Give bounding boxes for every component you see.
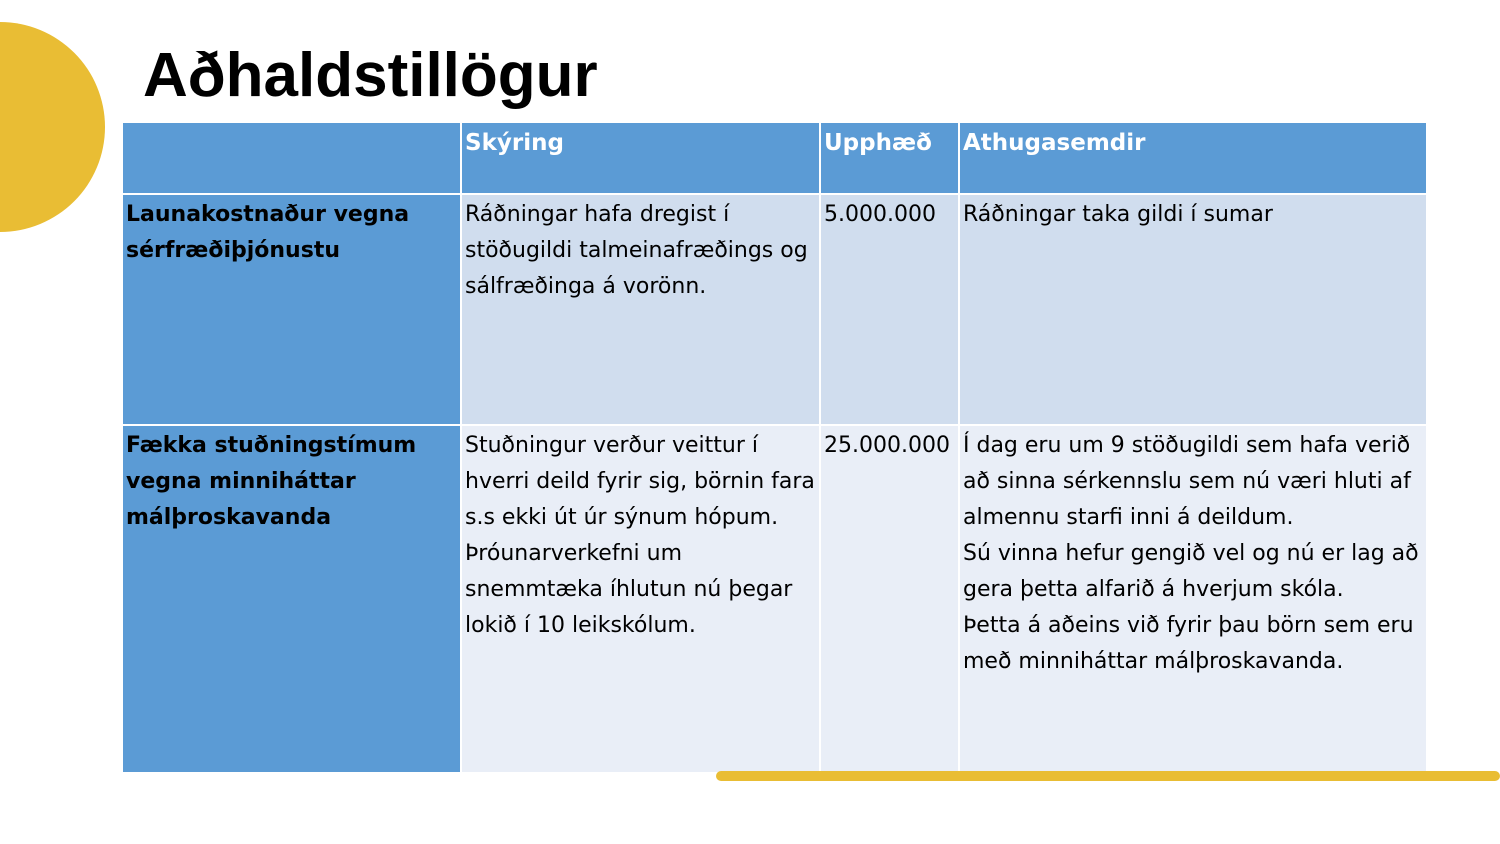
cell-athugasemdir — [959, 425, 1427, 773]
cell-text: Ráðningar hafa dregist í stöðugildi talmeinafræðings og sálfræðinga á vorönn. — [465, 202, 808, 299]
cell-skyring — [461, 194, 820, 425]
cell-text: Þróunarverkefni um snemmtæka íhlutun nú þegar lokið í 10 leikskólum. — [465, 541, 793, 638]
header-cell-upphaed: Upphæð — [820, 122, 959, 194]
table-header-row — [122, 122, 1427, 194]
row-label: Launakostnaður vegna sérfræðiþjónustu — [122, 194, 461, 425]
row-label: Fækka stuðningstímum vegna minniháttar málþroskavanda — [122, 425, 461, 773]
budget-table — [121, 121, 1428, 774]
cell-athugasemdir — [959, 194, 1427, 425]
accent-line — [716, 771, 1500, 781]
cell-text: Þetta á aðeins við fyrir þau börn sem eru með minniháttar málþroskavanda. — [963, 613, 1414, 674]
header-cell-empty — [122, 122, 461, 194]
cell-skyring — [461, 425, 820, 773]
header-cell-skyring: Skýring — [461, 122, 820, 194]
cell-text: Stuðningur verður veittur í hverri deild fyrir sig, börnin fara s.s ekki út úr sýnum hópum. — [465, 433, 815, 530]
cell-text: Sú vinna hefur gengið vel og nú er lag að gera þetta alfarið á hverjum skóla. — [963, 541, 1419, 602]
cell-upphaed: 5.000.000 — [820, 194, 959, 425]
header-cell-athugasemdir: Athugasemdir — [959, 122, 1427, 194]
cell-upphaed: 25.000.000 — [820, 425, 959, 773]
cell-text: Í dag eru um 9 stöðugildi sem hafa verið að sinna sérkennslu sem nú væri hluti af almennu starfi inni á deildum. — [963, 433, 1411, 530]
table-row — [122, 194, 1427, 425]
decorative-circle — [0, 22, 105, 232]
table-row — [122, 425, 1427, 773]
slide-title: Aðhaldstillögur — [143, 41, 598, 110]
cell-text: Ráðningar taka gildi í sumar — [963, 202, 1273, 227]
